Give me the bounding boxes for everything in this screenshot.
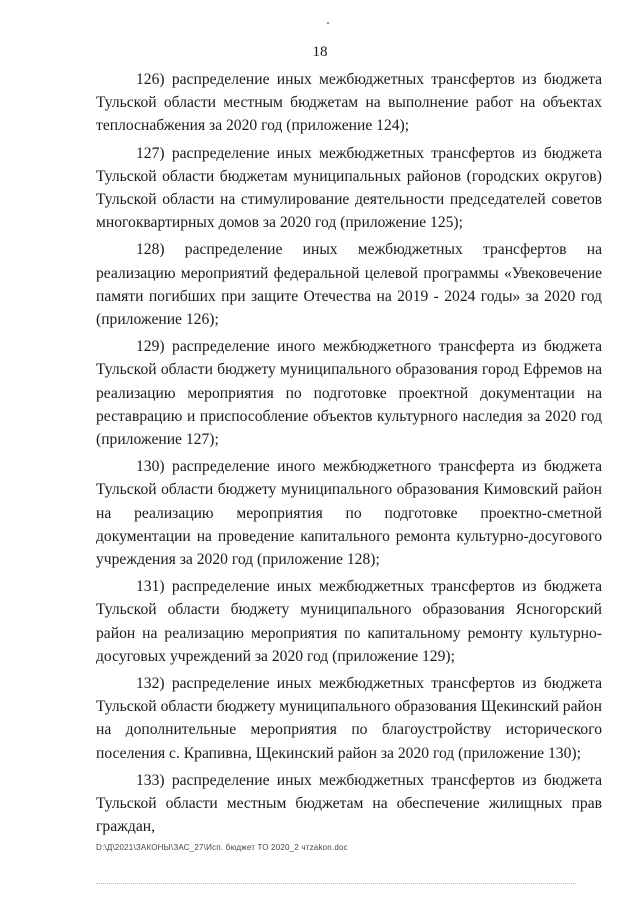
scan-noise-line [96, 883, 576, 884]
paragraph-128: 128) распределение иных межбюджетных трансфертов на реализацию мероприятий федеральной целевой программы «Увековечение памяти погибших при защите Отечества на 2019 - 2024 годы» за 2020 год (приложение 126); [96, 241, 602, 329]
scan-speck [327, 22, 329, 24]
paragraph-130: 130) распределение иного межбюджетного трансферта из бюджета Тульской области бюджету муниципального образования Кимовский район на реализацию мероприятия по подготовке проектно-сметной документации на проведение капитального ремонта культурно-досугового учреждения за 2020 год (приложение 128); [96, 458, 602, 569]
paragraph-133: 133) распределение иных межбюджетных трансфертов из бюджета Тульской области местным бюджетам на обеспечение жилищных прав граждан, [96, 771, 602, 836]
paragraph-132: 132) распределение иных межбюджетных трансфертов из бюджета Тульской области бюджету муниципального образования Щекинский район на дополнительные мероприятия по благоустройству исторического поселения с. Крапивна, Щекинский район за 2020 год (приложение 130); [96, 675, 602, 762]
page-number: 18 [312, 44, 328, 60]
footer-file-path: D:\Д\2021\ЗАКОНЫ\ЗАС_27\Исп. бюджет ТО 2020_2 чтzakon.doc [96, 843, 348, 852]
paragraph-127: 127) распределение иных межбюджетных трансфертов из бюджета Тульской области бюджетам муниципальных районов (городских округов) Тульской области на стимулирование деятельности председателей советов многоквартирных домов за 2020 год (приложение 125); [96, 144, 602, 232]
paragraph-129: 129) распределение иного межбюджетного трансферта из бюджета Тульской области бюджету муниципального образования город Ефремов на реализацию мероприятия по подготовке проектной документации на реставрацию и приспособление объектов культурного наследия за 2020 год (приложение 127); [96, 338, 602, 449]
document-body [96, 68, 602, 839]
paragraph-131: 131) распределение иных межбюджетных трансфертов из бюджета Тульской области бюджету муниципального образования Ясногорский район на реализацию мероприятия по капитальному ремонту культурно-досуговых учреждений за 2020 год (приложение 129); [96, 578, 602, 665]
paragraph-126: 126) распределение иных межбюджетных трансфертов из бюджета Тульской области местным бюджетам на выполнение работ на объектах теплоснабжения за 2020 год (приложение 124); [96, 71, 602, 135]
